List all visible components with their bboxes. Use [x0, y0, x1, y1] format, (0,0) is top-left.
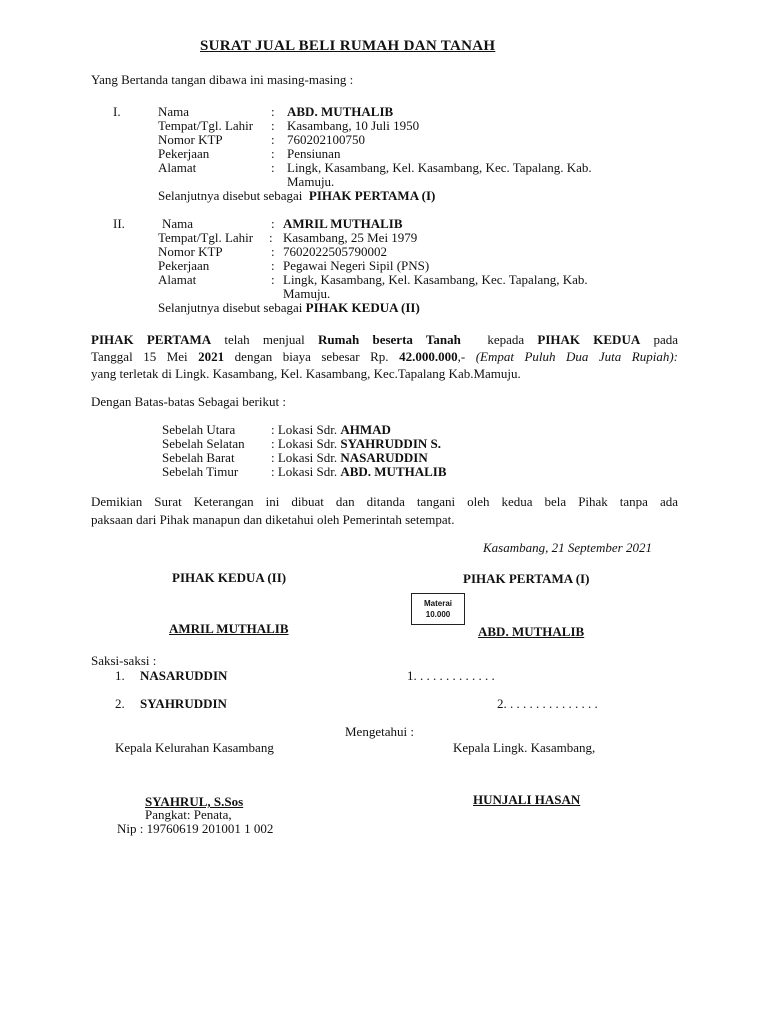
- witness-name: SYAHRUDDIN: [140, 696, 227, 711]
- colon: :: [271, 244, 275, 259]
- designation-prefix: Selanjutnya disebut sebagai: [158, 300, 303, 315]
- boundary-prefix: : Lokasi Sdr.: [271, 464, 338, 479]
- boundary-side: Sebelah Utara: [162, 422, 236, 437]
- party-1-birth-label: Tempat/Tgl. Lahir: [158, 118, 254, 133]
- boundary-detail: [271, 423, 391, 437]
- sale-text: kepada: [487, 332, 525, 347]
- seller-ref: PIHAK PERTAMA: [91, 332, 212, 347]
- right-party-role: PIHAK PERTAMA (I): [463, 571, 590, 586]
- boundary-side: Sebelah Timur: [162, 464, 239, 479]
- colon: :: [271, 258, 275, 273]
- intro-text: Yang Bertanda tangan dibawa ini masing-masing :: [91, 72, 354, 87]
- boundary-prefix: : Lokasi Sdr.: [271, 450, 338, 465]
- party-1-address-cont: Mamuju.: [287, 174, 335, 189]
- party-1-job-label: Pekerjaan: [158, 146, 210, 161]
- party-2-address-label: Alamat: [158, 272, 197, 287]
- village-head-name: SYAHRUL, S.Sos: [145, 794, 244, 809]
- colon: :: [271, 132, 275, 147]
- party-2-designation: [158, 301, 420, 315]
- closing-line-2: paksaan dari Pihak manapun dan diketahui oleh Pemerintah setempat.: [91, 512, 455, 527]
- sale-amount-words: (Empat Puluh Dua Juta Rupiah):: [475, 349, 679, 364]
- sale-line-2: [91, 348, 678, 365]
- sale-text: pada: [653, 332, 679, 347]
- sale-paragraph: [91, 331, 678, 382]
- party-2-job-label: Pekerjaan: [158, 258, 210, 273]
- party-2-designation-name: PIHAK KEDUA (II): [305, 300, 420, 315]
- party-1-ktp-label: Nomor KTP: [158, 132, 223, 147]
- party-1-designation: [158, 189, 435, 203]
- witness-signature-line: 2. . . . . . . . . . . . . . .: [497, 696, 598, 711]
- party-1-birth: Kasambang, 10 Juli 1950: [287, 118, 420, 133]
- boundary-side: Sebelah Selatan: [162, 436, 245, 451]
- colon: :: [271, 216, 275, 231]
- witnesses-label: Saksi-saksi :: [91, 653, 157, 668]
- left-party-role: PIHAK KEDUA (II): [172, 570, 287, 585]
- colon: :: [271, 104, 275, 119]
- party-2-ktp-label: Nomor KTP: [158, 244, 223, 259]
- party-1-ktp: 760202100750: [287, 132, 365, 147]
- sale-object: Rumah beserta Tanah: [318, 332, 461, 347]
- witness-signature-line: 1. . . . . . . . . . . . .: [407, 668, 495, 683]
- left-party-signer: AMRIL MUTHALIB: [169, 621, 289, 636]
- party-1-name: ABD. MUTHALIB: [287, 104, 394, 119]
- sale-date: Tanggal 15 Mei: [91, 349, 188, 364]
- village-head-title: Kepala Kelurahan Kasambang: [115, 740, 274, 755]
- closing-line-1: Demikian Surat Keterangan ini dibuat dan ditanda tangani oleh kedua bela Pihak tanpa ada: [91, 494, 678, 509]
- colon: :: [271, 118, 275, 133]
- boundary-name: AHMAD: [340, 422, 391, 437]
- party-2-ktp: 7602022505790002: [283, 244, 387, 259]
- boundary-prefix: : Lokasi Sdr.: [271, 422, 338, 437]
- buyer-ref: PIHAK KEDUA: [537, 332, 641, 347]
- village-head-rank: Pangkat: Penata,: [145, 807, 232, 822]
- colon: :: [271, 272, 275, 287]
- witness-number: 1.: [115, 668, 125, 683]
- party-2-name: AMRIL MUTHALIB: [283, 216, 403, 231]
- sale-text: dengan biaya sebesar Rp.: [234, 349, 389, 364]
- closing-paragraph: [91, 493, 678, 529]
- colon: :: [271, 160, 275, 175]
- party-1-designation-name: PIHAK PERTAMA (I): [308, 188, 436, 203]
- neighborhood-head-name: HUNJALI HASAN: [473, 792, 581, 807]
- boundary-name: SYAHRUDDIN S.: [340, 436, 441, 451]
- party-2-birth-label: Tempat/Tgl. Lahir: [158, 230, 254, 245]
- party-2-number: II.: [113, 216, 125, 231]
- witness-name: NASARUDDIN: [140, 668, 228, 683]
- sale-text: ,-: [457, 349, 466, 364]
- party-1-address: Lingk, Kasambang, Kel. Kasambang, Kec. Tapalang. Kab.: [287, 160, 592, 175]
- boundary-detail: [271, 465, 447, 479]
- boundary-name: NASARUDDIN: [340, 450, 428, 465]
- document-title: SURAT JUAL BELI RUMAH DAN TANAH: [200, 38, 496, 54]
- boundary-detail: [271, 451, 428, 465]
- party-2-name-label: Nama: [162, 216, 194, 231]
- stamp-label: Materai: [423, 599, 452, 608]
- place-date: Kasambang, 21 September 2021: [483, 540, 652, 555]
- boundary-name: ABD. MUTHALIB: [340, 464, 447, 479]
- witness-number: 2.: [115, 696, 125, 711]
- neighborhood-head-title: Kepala Lingk. Kasambang,: [453, 740, 596, 755]
- party-2-address-cont: Mamuju.: [283, 286, 331, 301]
- party-2-birth: Kasambang, 25 Mei 1979: [283, 230, 418, 245]
- sale-location: yang terletak di Lingk. Kasambang, Kel. Kasambang, Kec.Tapalang Kab.Mamuju.: [91, 366, 521, 381]
- colon: :: [269, 230, 273, 245]
- sale-amount: 42.000.000: [399, 349, 458, 364]
- party-1-address-label: Alamat: [158, 160, 197, 175]
- party-1-number: I.: [113, 104, 121, 119]
- party-1-job: Pensiunan: [287, 146, 341, 161]
- village-head-nip: Nip : 19760619 201001 1 002: [117, 821, 274, 836]
- boundary-detail: [271, 437, 441, 451]
- acknowledge-label: Mengetahui :: [345, 724, 414, 739]
- boundary-side: Sebelah Barat: [162, 450, 235, 465]
- sale-line-1: [91, 331, 678, 348]
- colon: :: [271, 146, 275, 161]
- party-1-name-label: Nama: [158, 104, 190, 119]
- stamp-value: 10.000: [425, 610, 451, 619]
- party-2-job: Pegawai Negeri Sipil (PNS): [283, 258, 430, 273]
- right-party-signer: ABD. MUTHALIB: [478, 624, 585, 639]
- materai-stamp: [411, 593, 465, 625]
- sale-year: 2021: [198, 349, 225, 364]
- boundary-prefix: : Lokasi Sdr.: [271, 436, 338, 451]
- designation-prefix: Selanjutnya disebut sebagai: [158, 188, 303, 203]
- party-2-address: Lingk, Kasambang, Kel. Kasambang, Kec. Tapalang, Kab.: [283, 272, 588, 287]
- boundaries-intro: Dengan Batas-batas Sebagai berikut :: [91, 394, 286, 409]
- sale-text: telah menjual: [224, 332, 305, 347]
